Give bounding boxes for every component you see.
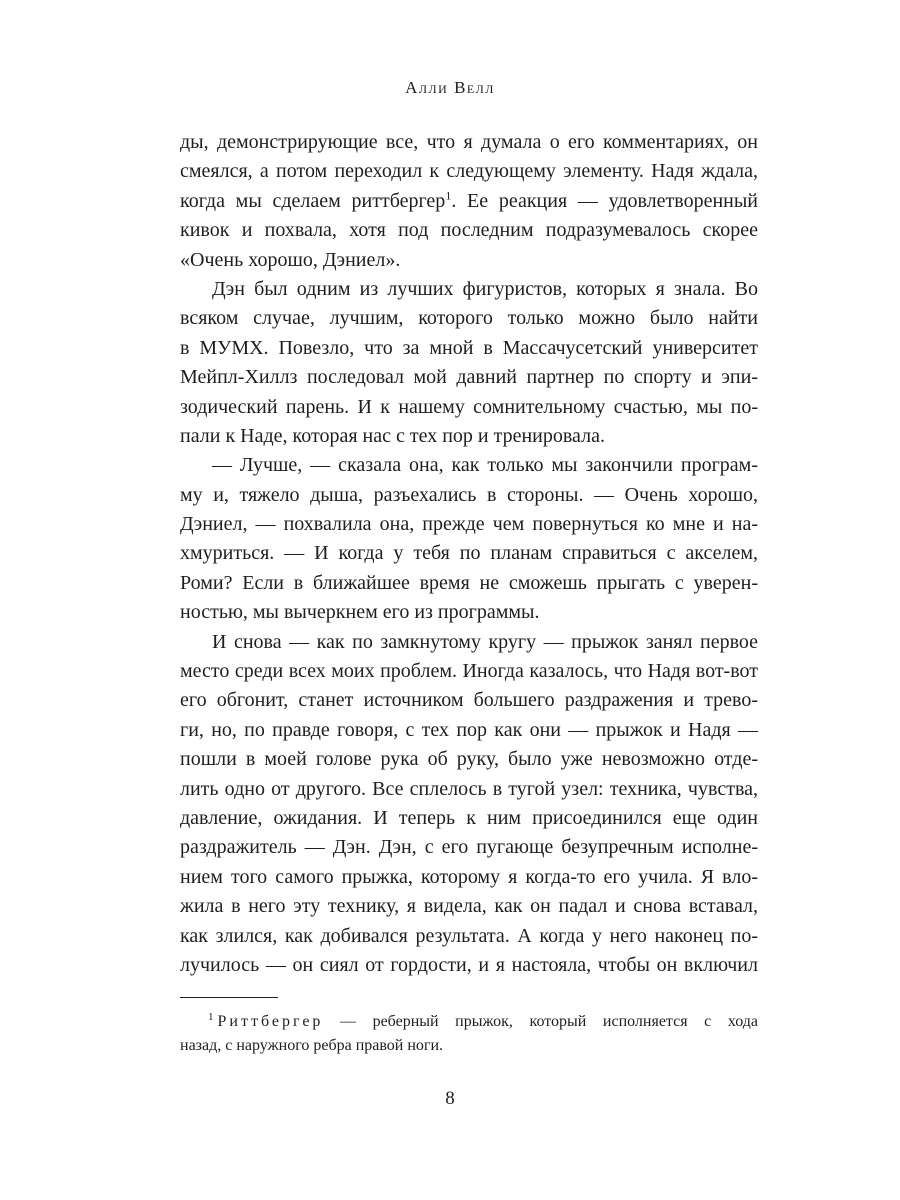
text-line: пошли в моей голове рука об руку, было уже невозможно отде- — [180, 748, 758, 771]
text-line: раздражитель — Дэн. Дэн, с его пугающе безупречным исполне- — [180, 836, 758, 859]
text-line: ги, но, по правде говоря, с тех пор как они — прыжок и Надя — — [180, 718, 758, 741]
text-line: ды, демонстрирующие все, что я думала о его комментариях, он — [180, 131, 758, 153]
text-line: ностью, мы вычеркнем его из программы. — [180, 601, 540, 624]
text-line: пали к Наде, которая нас с тех пор и тренировала. — [180, 424, 605, 447]
page-number: 8 — [445, 1088, 455, 1109]
text-line: место среди всех моих проблем. Иногда казалось, что Надя вот-вот — [180, 660, 758, 683]
text-line: смеялся, а потом переходил к следующему элементу. Надя ждала, — [180, 160, 758, 183]
text-line: лучилось — он сиял от гордости, и я настояла, чтобы он включил — [180, 953, 758, 976]
text-line: — Лучше, — сказала она, как только мы закончили програм- — [212, 454, 758, 477]
text-line: его обгонит, станет источником большего раздражения и трево- — [180, 689, 758, 712]
text-line: Мейпл-Хиллз последовал мой давний партнер по спорту и эпи- — [180, 366, 758, 389]
text-line: «Очень хорошо, Дэниел». — [180, 248, 401, 271]
text-line: давление, ожидания. И теперь к ним присоединился еще один — [180, 806, 758, 829]
footnote — [180, 1010, 758, 1058]
text-fragment: . Ее реакция — удовлетворенный — [451, 189, 758, 212]
text-line: в МУМХ. Повезло, что за мной в Массачусетский университет — [180, 336, 758, 359]
footnote-reference[interactable]: 1 — [445, 188, 452, 203]
text-line: жила в него эту технику, я видела, как он падал и снова вставал, — [180, 895, 758, 918]
footnote-text: — реберный прыжок, который исполняется с хода — [323, 1013, 758, 1030]
footnote-term: Риттбергер — [217, 1013, 324, 1030]
text-line: Роми? Если в ближайшее время не сможешь прыгать с уверен- — [180, 571, 758, 594]
main-text — [180, 128, 758, 980]
text-line: всяком случае, лучшим, которого только можно было найти — [180, 307, 758, 330]
text-line: И снова — как по замкнутому кругу — прыжок занял первое — [212, 630, 758, 653]
footnote-line: назад, с наружного ребра правой ноги. — [180, 1037, 444, 1054]
footnote-divider — [180, 997, 278, 998]
text-fragment: когда мы сделаем риттбергер — [180, 189, 446, 212]
text-line: зодический парень. И к нашему сомнительному счастью, мы по- — [180, 395, 758, 418]
footnote-line — [180, 1010, 758, 1034]
text-line: Дэн был одним из лучших фигуристов, которых я знала. Во — [212, 277, 758, 300]
text-line: лить одно от другого. Все сплелось в тугой узел: техника, чувства, — [180, 777, 758, 800]
text-line: кивок и похвала, хотя под последним подразумевалось скорее — [180, 219, 758, 242]
text-line: хмуриться. — И когда у тебя по планам справиться с акселем, — [180, 542, 758, 565]
running-head: Алли Велл — [405, 78, 495, 97]
text-line: Дэниел, — похвалила она, прежде чем повернуться ко мне и на- — [180, 513, 758, 536]
text-line: нием того самого прыжка, которому я когда-то его учила. Я вло- — [180, 865, 758, 888]
text-line: му и, тяжело дыша, разъехались в стороны. — Очень хорошо, — [180, 483, 758, 506]
text-line — [180, 187, 758, 216]
footnote-number: 1 — [208, 1010, 214, 1023]
text-line: как злился, как добивался результата. А когда у него наконец по- — [180, 924, 758, 947]
